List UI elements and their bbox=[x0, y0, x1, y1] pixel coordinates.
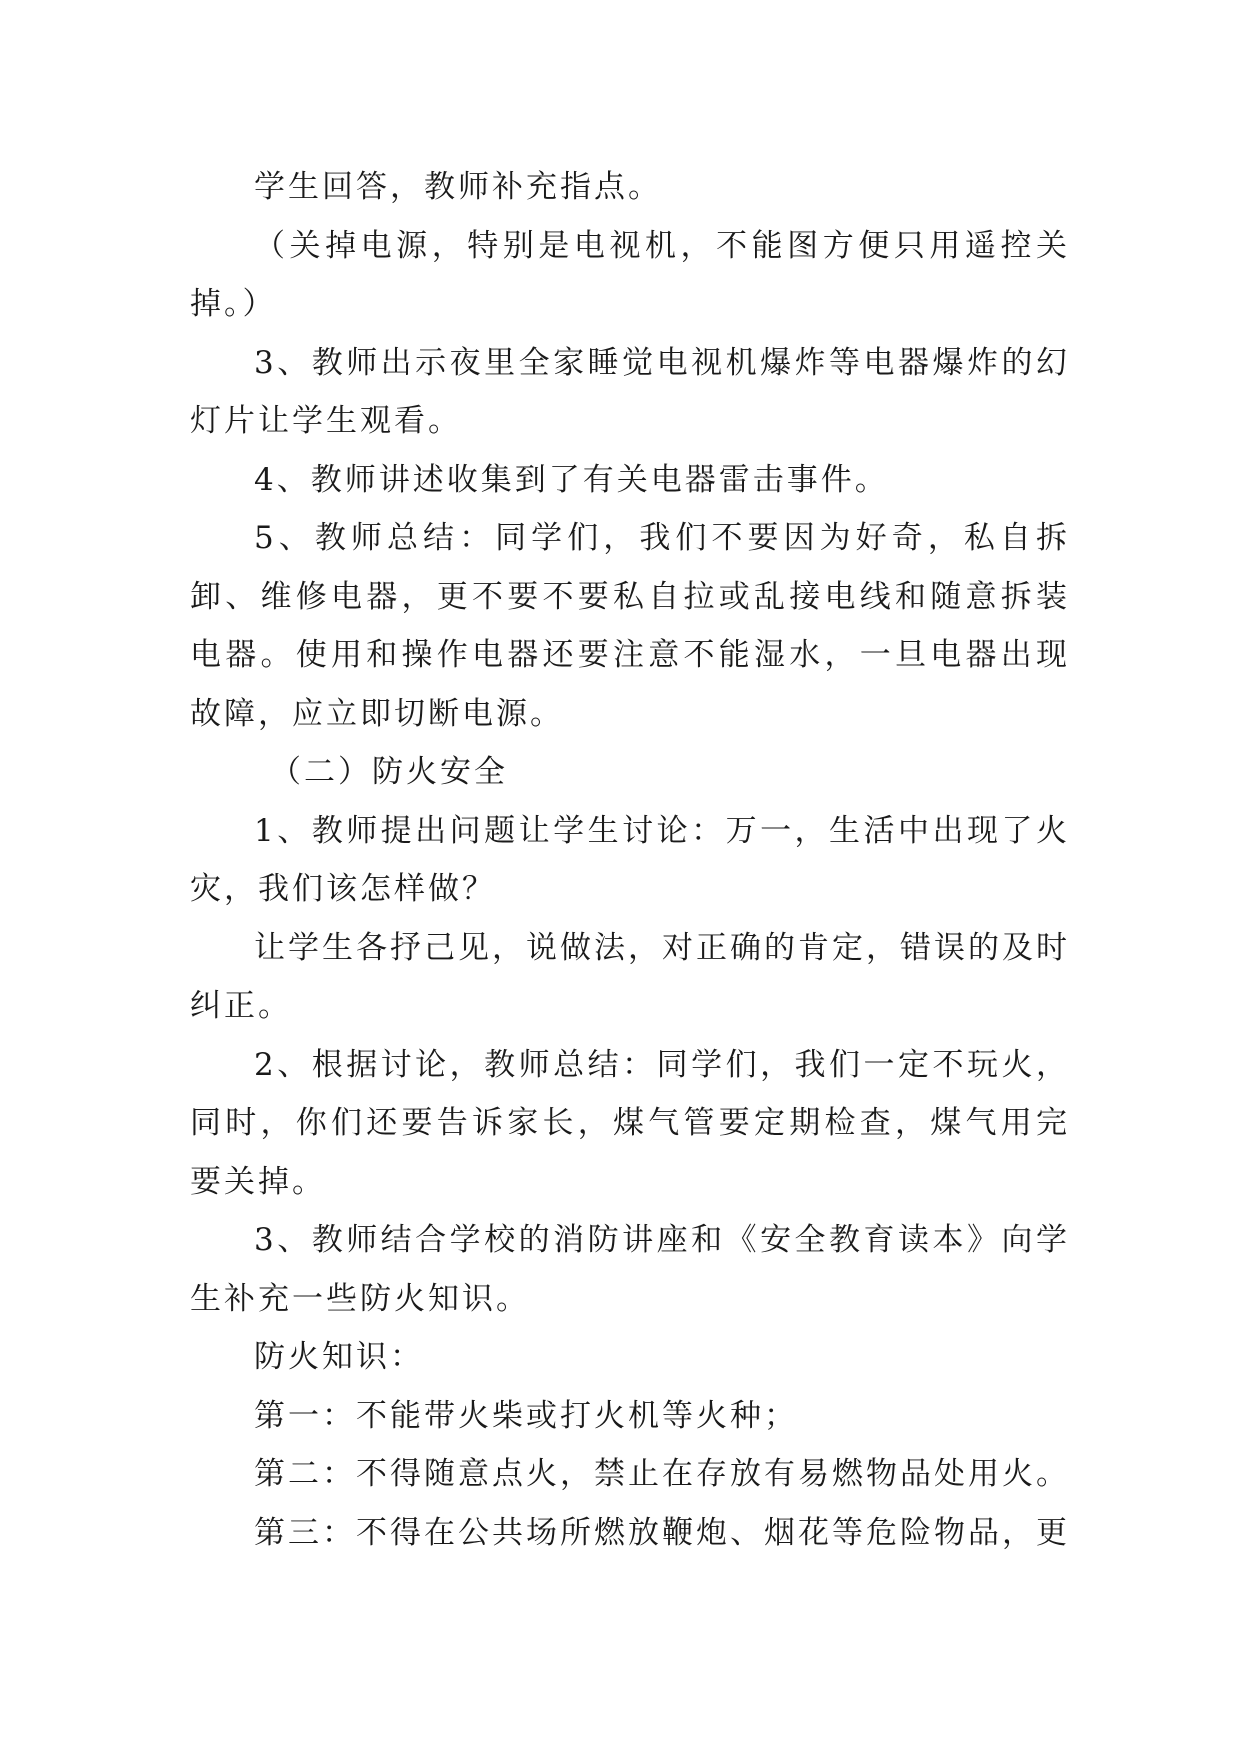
paragraph-discussion: 让学生各抒己见，说做法，对正确的肯定，错误的及时纠正。 bbox=[190, 929, 1070, 1024]
paragraph-fire-step-2: 2、根据讨论，教师总结：同学们，我们一定不玩火，同时，你们还要告诉家长，煤气管要定期检查，煤气用完要关掉。 bbox=[190, 1046, 1070, 1200]
paragraph-step-5-summary: 5、教师总结：同学们，我们不要因为好奇，私自拆卸、维修电器，更不要不要私自拉或乱接电线和随意拆装电器。使用和操作电器还要注意不能湿水，一旦电器出现故障，应立即切断电源。 bbox=[190, 520, 1070, 732]
paragraph-rule-2: 第二：不得随意点火，禁止在存放有易燃物品处用火。 bbox=[254, 1456, 1070, 1492]
section-heading-fire-safety: （二）防火安全 bbox=[270, 754, 508, 790]
paragraph-step-4-lightning: 4、教师讲述收集到了有关电器雷击事件。 bbox=[254, 461, 889, 498]
paragraph-fire-step-1: 1、教师提出问题让学生讨论：万一，生活中出现了火灾，我们该怎样做？ bbox=[190, 812, 1070, 907]
paragraph-student-answer: 学生回答，教师补充指点。 bbox=[254, 169, 662, 205]
paragraph-rule-1: 第一：不能带火柴或打火机等火种； bbox=[254, 1397, 798, 1434]
paragraph-fire-knowledge-label: 防火知识： bbox=[254, 1339, 424, 1375]
paragraph-fire-step-3: 3、教师结合学校的消防讲座和《安全教育读本》向学生补充一些防火知识。 bbox=[190, 1222, 1070, 1317]
paragraph-step-3-slides: 3、教师出示夜里全家睡觉电视机爆炸等电器爆炸的幻灯片让学生观看。 bbox=[190, 344, 1070, 439]
document-body bbox=[190, 158, 1070, 1562]
paragraph-rule-3: 第三：不得在公共场所燃放鞭炮、烟花等危险物品，更 bbox=[254, 1514, 1070, 1551]
paragraph-turn-off-power: （关掉电源，特别是电视机，不能图方便只用遥控关掉。） bbox=[190, 227, 1070, 322]
